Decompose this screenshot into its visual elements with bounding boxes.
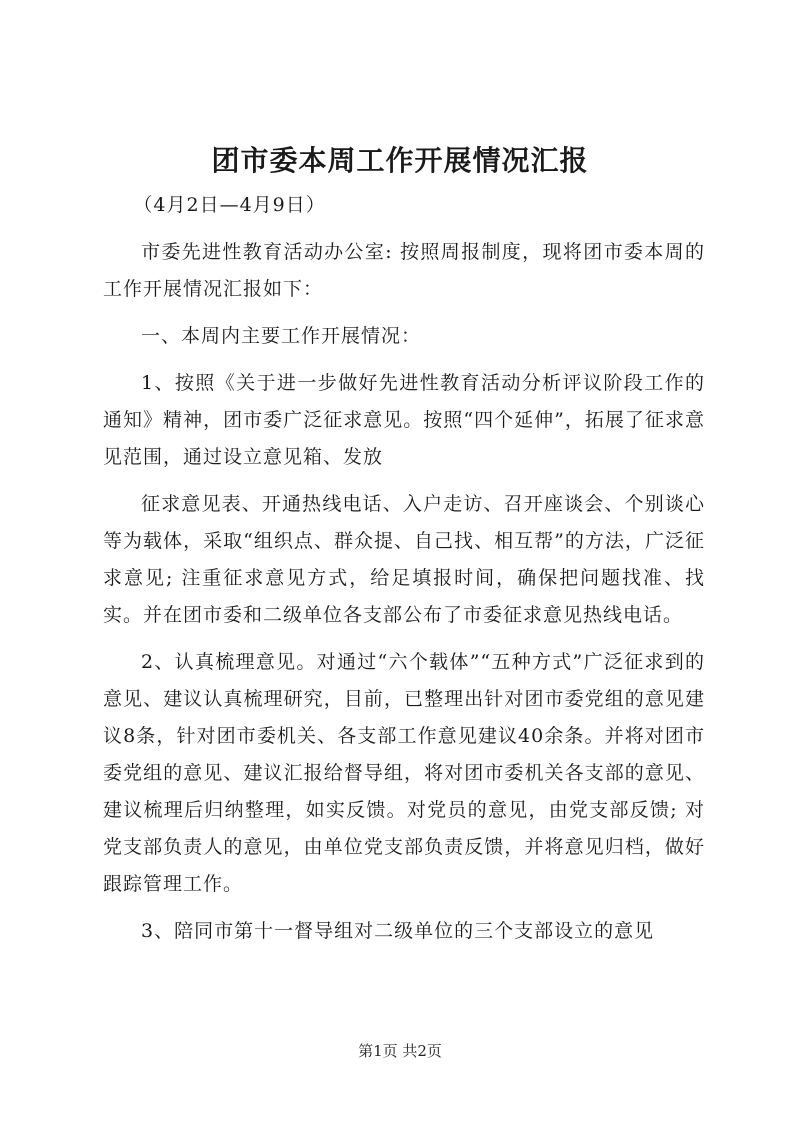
paragraph-item-1: 1、按照《关于进一步做好先进性教育活动分析评议阶段工作的通知》精神，团市委广泛征求意见。按照“四个延伸”，拓展了征求意见范围，通过设立意见箱、发放 bbox=[103, 372, 705, 468]
document-body bbox=[103, 187, 705, 960]
paragraph-section-heading: 一、本周内主要工作开展情况： bbox=[141, 325, 422, 347]
document-title: 团市委本周工作开展情况汇报 bbox=[211, 144, 589, 177]
paragraph-item-2: 2、认真梳理意见。对通过“六个载体”“五种方式”广泛征求到的意见、建议认真梳理研究，目前，已整理出针对团市委党组的意见建议8条，针对团市委机关、各支部工作意见建议40余条。并将对团市委党组的意见、建议汇报给督导组，将对团市委机关各支部的意见、建议梳理后归纳整理，如实反馈。对党员的意见，由党支部反馈; 对党支部负责人的意见，由单位党支部负责反馈，并将意见归档，做好跟踪管理工作。 bbox=[103, 651, 705, 895]
paragraph-intro: 市委先进性教育活动办公室: 按照周报制度，现将团市委本周的工作开展情况汇报如下： bbox=[103, 241, 705, 300]
date-range: （4月2日—4月9日） bbox=[133, 194, 326, 216]
paragraph-item-1-continued: 征求意见表、开通热线电话、入户走访、召开座谈会、个别谈心等为载体，采取“组织点、群众提、自己找、相互帮”的方法，广泛征求意见; 注重征求意见方式，给足填报时间，确保把问题找准、找实。并在团市委和二级单位各支部公布了市委征求意见热线电话。 bbox=[103, 493, 705, 626]
paragraph-item-3: 3、陪同市第十一督导组对二级单位的三个支部设立的意见 bbox=[141, 920, 655, 942]
page-footer: 第1页 共2页 bbox=[358, 1042, 442, 1060]
